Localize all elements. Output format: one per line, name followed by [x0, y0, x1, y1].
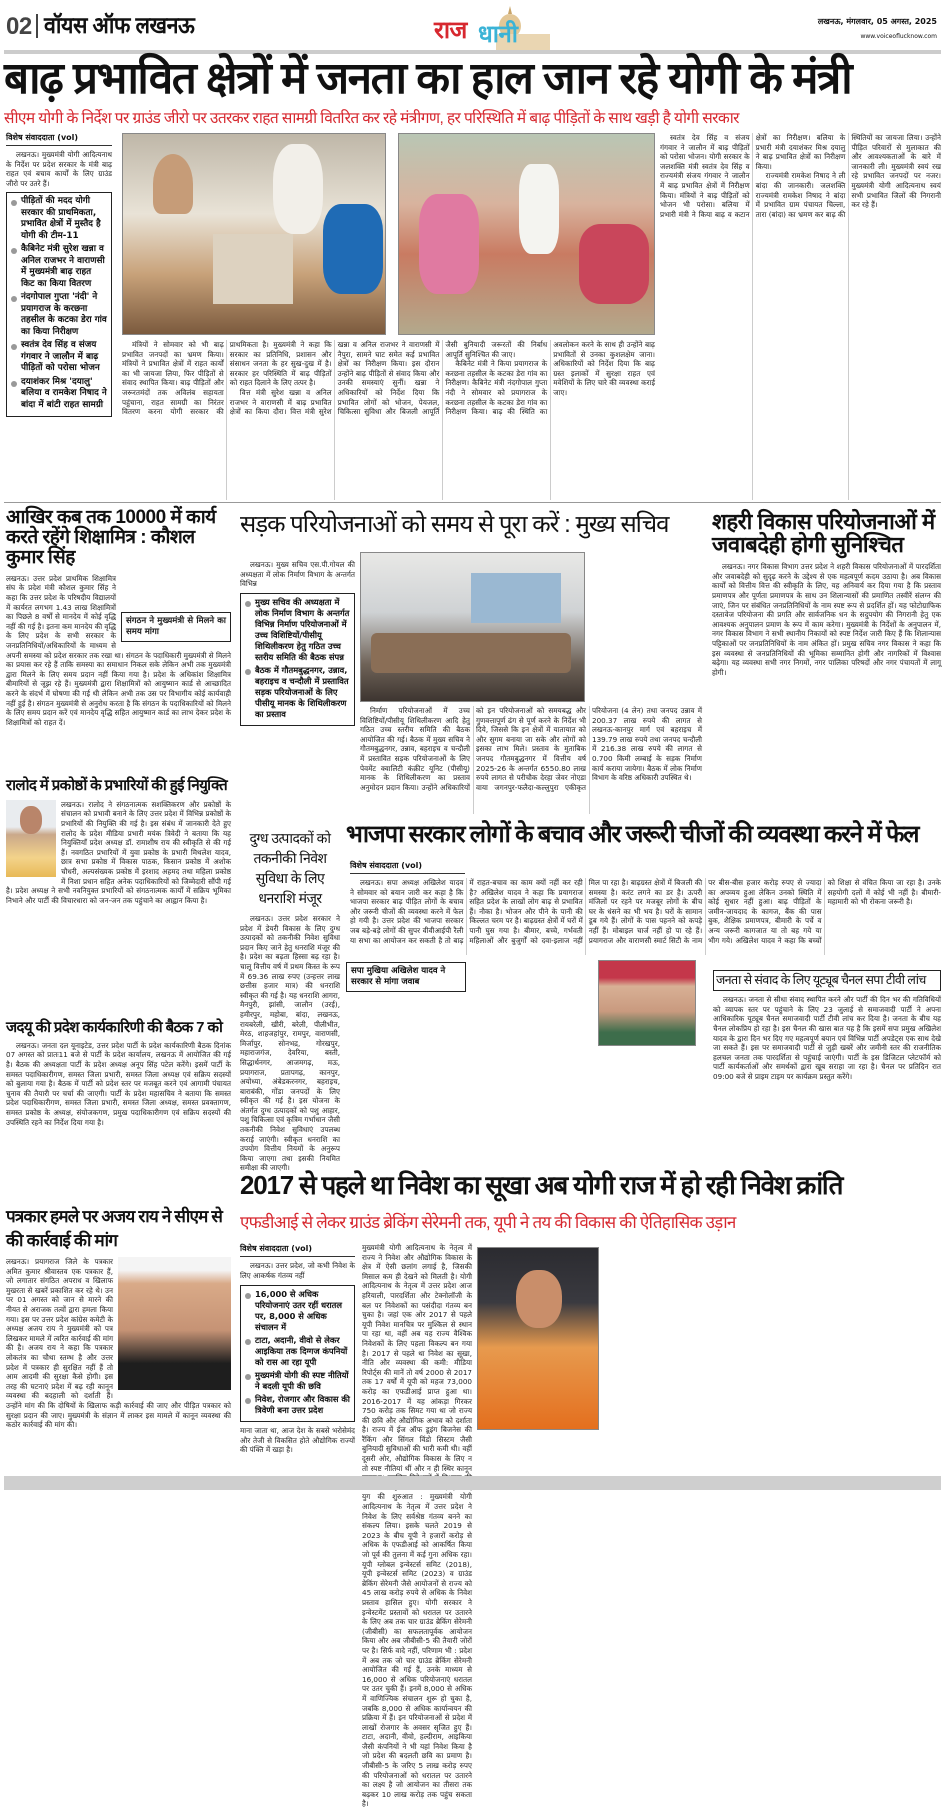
footer-bar — [4, 1476, 941, 1490]
lead-headline: बाढ़ प्रभावित क्षेत्रों में जनता का हाल जान रहे योगी के मंत्री — [4, 54, 852, 103]
road-intro: लखनऊ। मुख्य सचिव एस.पी.गोयल की अध्यक्षता में लोक निर्माण विभाग के अन्तर्गत विभिन्न — [240, 560, 355, 589]
investment-intro-tail: माना जाता था, आज देश के सबसे भरोसेमंद और तेजी से विकसित होते औद्योगिक राज्यों की पंक्ति में खड़ा है। — [240, 1426, 355, 1455]
journalist-body-wrap — [6, 1257, 231, 1473]
sptv-headline: जनता से संवाद के लिए यूट्यूब चैनल सपा टीवी लांच — [716, 973, 926, 987]
road-body: निर्माण परियोजनाओं में उच्च विशिष्टियों/पीसीयू शिथिलीकरण आदि हेतु गठित उच्च स्तरीय समिति की बैठक आयोजित की गई। बैठक में मुख्य सचिव ने गौतमबुद्धनगर, उन्नाव, बहराइच व चन्दौली में प्रस्तावित सड़क परियोजनाओं के लिए पेवमेंट क्वालिटी कंक्रीट यूनिट (पीसीयू) मानक के शिथिलीकरण का प्रस्ताव अनुमोदन प्रदान किया। उन्होंने अधिकारियों को इन परियोजनाओं को समयबद्ध और गुणवत्तापूर्ण ढंग से पूर्ण करने के निर्देश भी दिये, जिससे कि इन क्षेत्रों में यातायात को और सुगम बनाया जा सके और लोगों को इसका लाभ मिले। प्रस्ताव के मुताबिक जनपद गौतमबुद्धनगर में वित्तीय वर्ष 2025-26 के अन्तर्गत 6550.80 लाख रुपये लागत से परीचौक देरहा जेवर नोएडा वाया जगनपुर-फलैदा-कल्लुपुरा एकीकृत परियोजना (4 लेन) तथा जनपद उन्नाव में 200.37 लाख रुपये की लागत से लखनऊ-कानपुर मार्ग एवं बहराइच में 139.79 लाख रुपये तथा जनपद चन्दौली में 216.38 लाख रुपये की लागत से 0.700 किमी लम्बाई के सड़क निर्माण कार्य कराया जायेगा। बैठक में लोक निर्माण विभाग के वरिष्ठ अधिकारी उपस्थित थे। — [360, 706, 702, 792]
urban-headline: शहरी विकास परियोजनाओं में जवाबदेही होगी सुनिश्चित — [712, 509, 935, 558]
rld-body-wrap — [6, 800, 231, 1016]
highlight-item: टाटा, अदानी, वीवो से लेकर आइकिया तक दिग्गज कंपनियों को रास आ रहा यूपी — [245, 1335, 350, 1368]
sp-byline: विशेष संवाददाता (vol) — [350, 860, 465, 874]
investment-subheadline: एफडीआई से लेकर ग्राउंड ब्रेकिंग सेरेमनी तक, यूपी ने तय की विकास की ऐतिहासिक उड़ान — [240, 1213, 736, 1232]
highlight-item: नंदगोपाल गुप्ता 'नंदी' ने प्रयागराज के करछना तहसील के कटका डेरा गांव का किया निरीक्षण — [11, 292, 107, 338]
ajay-rai-photo — [118, 1257, 231, 1390]
lead-body-right: स्वतंत्र देव सिंह व संजय गंगवार ने जालौन में बाढ़ पीड़ितों को परोसा भोजन। योगी सरकार के जलशक्ति मंत्री स्वतंत्र देव सिंह व राज्यमंत्री संजय गंगवार ने जालौन में बाढ़ प्रभावित क्षेत्रों में निरीक्षण किया। मंत्रियों ने बाढ़ पीड़ितों को भोजन भी परोसा। बलिया में प्रभारी मंत्री ने किया बाढ़ व कटान क्षेत्रों का निरीक्षण। बलिया के प्रभारी मंत्री दयाशंकर मिश्र दयालु ने बाढ़ प्रभावित क्षेत्रों का निरीक्षण किया। राज्यमंत्री रामकेश निषाद ने ली बांदा की जानकारी। जलशक्ति राज्यमंत्री रामकेश निषाद ने बांदा में प्रभावित ग्राम पंचायत चिल्ला, तारा (बांदा) का भ्रमण कर बाढ़ की स्थितियों का जायजा लिया। उन्होंने पीड़ित परिवारों से मुलाकात की और आवश्यकताओं के बारे में जानकारी ली। मुख्यमंत्री स्वयं रख रहे प्रभावित जनपदों पर नजर। मुख्यमंत्री योगी आदित्यनाथ स्वयं सभी प्रभावित जिलों की निगरानी कर रहे हैं। — [660, 133, 941, 219]
investment-left-column — [240, 1243, 355, 1473]
shikshamitra-headline: आखिर कब तक 10000 में कार्य करते रहेंगे शिक्षामित्र : कौशल कुमार सिंह — [6, 507, 216, 568]
jdu-headline: जदयू की प्रदेश कार्यकारिणी की बैठक 7 को — [6, 1019, 223, 1036]
sp-headline: भाजपा सरकार लोगों के बचाव और जरूरी चीजों की व्यवस्था करने में फेल — [346, 821, 919, 848]
road-highlights-box — [240, 593, 355, 726]
investment-highlights-box — [240, 1285, 355, 1422]
road-headline: सड़क परियोजनाओं को समय से पूरा करें : मुख्य सचिव — [240, 511, 669, 538]
sp-pullquote: सपा मुखिया अखिलेश यादव ने सरकार से मांगा जवाब — [346, 962, 466, 992]
yogi-photo — [477, 1247, 599, 1430]
sp-body: लखनऊ। सपा अध्यक्ष अखिलेश यादव ने सोमवार को बयान जारी कर कहा है कि भाजपा सरकार बाढ़ पीड़ित लोगों के बचाव और जरूरी चीजों की व्यवस्था करने में फेल हो गयी है। उत्तर प्रदेश की भाजपा सरकार जब बड़े-बड़े लोगों की सुपर वीवीआईपी रैली या सभा का आयोजन कर सकती है तो बाढ़ में राहत-बचाव का काम क्यों नहीं कर रही है? अखिलेश यादव ने कहा कि प्रयागराज सहित प्रदेश के लाखों लोग बाढ़ से प्रभावित हैं। नौका है। भोजन और पीने के पानी की किल्लत चरम पर है। बाढ़ग्रस्त क्षेत्रों में घरों में पानी घुस गया है। बीमार, बच्चे, गर्भवती महिलाओं और बुजुर्गों को दवा-इलाज नहीं मिल पा रहा है। बाढ़ग्रस्त क्षेत्रों में बिजली की समस्या है। करंट लगने का डर है। ऊपरी मंजिलों पर रहने पर मजबूर लोगों के बीच घर के धंसने का भी भय है। घरों के सामान डूब गये हैं। लोगों के पास पहनने को कपड़े नहीं हैं। मोबाइल चार्ज नहीं हो पा रहे हैं। प्रयागराज और वाराणसी स्मार्ट सिटी के नाम पर बीस-बीस हजार करोड़ रुपए से ज्यादा का अपव्यय हुआ लेकिन उनको स्थिति में कोई सुधार नहीं हुआ। बाढ़ पीड़ितों के जमीन-जायदाद के कागज, बैंक की पास बुक, शैक्षिक प्रमाणपत्र, बीमारी के पर्चे व अन्य जरूरी कागजात या तो बह गये या भीग गये। अखिलेश यादव ने कहा कि बच्चों को शिक्षा से वंचित किया जा रहा है। उनके सहयोगी दलों में कोई भी नहीं है। बीमारी-महामारी को भी रोकना जरूरी है। — [350, 878, 941, 945]
highlight-item: मुख्य सचिव की अध्यक्षता में लोक निर्माण विभाग के अन्तर्गत विभिन्न निर्माण परियोजनाओं में उच्च विशिष्टियों/पीसीयू शिथिलीकरण हेतु गठित उच्च स्तरीय समिति की बैठक संपन्न — [245, 597, 350, 663]
page-number: 02 — [6, 13, 32, 40]
lead-highlights-box — [6, 192, 112, 417]
highlight-item: 16,000 से अधिक परियोजनाएं उतर रहीं धरातल पर, 8,000 से अधिक संचालन में — [245, 1289, 350, 1333]
logo — [430, 4, 565, 50]
lead-byline: विशेष संवाददाता (vol) — [6, 132, 112, 146]
masthead — [0, 0, 945, 50]
investment-headline: 2017 से पहले था निवेश का सूखा अब योगी राज में हो रही निवेश क्रांति — [240, 1170, 843, 1200]
rld-body: लखनऊ। रालोद ने संगठनात्मक सशक्तिकरण और प्रकोष्ठों के संचालन को प्रभावी बनाने के लिए उत्तर प्रदेश में विभिन्न प्रकोष्ठों के प्रभारियों की नियुक्ति की गई है। इस संबंध में जानकारी देते हुए रालोद के प्रदेश मीडिया प्रभारी मयंक त्रिवेदी ने बताया कि यह नियुक्तियाँ प्रदेश अध्यक्ष डॉ. रामाशीष राय की स्वीकृति से की गई हैं। नवगठित प्रभारियों में युवा प्रकोष्ठ के प्रभारी मिथलेश यादव, छात्र सभा प्रकोष्ठ में विकास पाठक, किसान प्रकोष्ठ में अशोक चौधरी, अल्पसंख्यक प्रकोष्ठ में इरशाद अहमद तथा महिला प्रकोष्ठ में निशा प्रधान सहित अनेक पदाधिकारियों को जिम्मेदारी सौंपी गई है। प्रदेश अध्यक्ष ने सभी नवनियुक्त प्रभारियों को संगठनात्मक कार्यों में सक्रिय भूमिका निभाने और पार्टी की विचारधारा को जन-जन तक पहुंचाने का आह्वान किया है। — [6, 799, 231, 905]
logo-part-raj: राज — [434, 17, 467, 44]
rld-headline: रालोद में प्रकोष्ठों के प्रभारियों की हुई नियुक्ति — [6, 777, 228, 794]
urban-body: लखनऊ। नगर विकास विभाग उत्तर प्रदेश ने शहरी विकास परियोजनाओं में पारदर्शिता और जवाबदेही को सुदृढ़ करने के उद्देश्य से एक महत्वपूर्ण कदम उठाया है। अब विकास कार्यों को वित्तीय वित्त की स्वीकृति के लिए, यह अनिवार्य कर दिया गया है कि प्रस्ताव प्रमाणपत्र और पूर्णता प्रमाणपत्र के साथ उन शिलान्यासों की प्रमाणित तस्वीरें संलग्न की जाएं, जिन पर संबंधित जनप्रतिनिधियों के नाम स्पष्ट रूप से प्रदर्शित हों। यह फोटोग्राफिक दस्तावेज परियोजना की प्रगति और सार्वजनिक धन के सदुपयोग की निगरानी हेतु एक आवश्यक अनुपालन प्रमाण के रूप में काम करेगा। मुख्यमंत्री के निर्देशों के अनुपालन में, नगर विकास विभाग ने सभी स्थानीय निकायों को स्पष्ट निर्देश जारी किए हैं कि शिलान्यास पट्टिकाओं पर जनप्रतिनिधियों के नाम अंकित हों। प्रमुख सचिव नगर विकास ने कहा कि इस व्यवस्था से जनप्रतिनिधियों की भूमिका सम्मानित होगी और नागरिकों में विश्वास बढ़ेगा। यह व्यवस्था सभी नगर निगमों, नगर पालिका परिषदों और नगर पंचायतों में लागू होगी। — [712, 562, 941, 677]
logo-part-dhani: धानी — [478, 21, 518, 48]
sptv-body: लखनऊ। जनता से सीधा संवाद स्थापित करने और पार्टी की दिन भर की गतिविधियों को व्यापक स्तर पर पहुंचाने के लिए 23 जुलाई से समाजवादी पार्टी ने अपना आधिकारिक यूट्यूब चैनल समाजवादी पार्टी टीवी लांच कर दिया है। जनता के बीच यह चैनल लोकप्रिय हो रहा है। इस चैनल की खास बात यह है कि इसमें सपा प्रमुख अखिलेश यादव के द्वारा दिन भर दिए गए महत्वपूर्ण बयान एवं विभिन्न पार्टी अपडेट्स एक साथ देखे जा सकते हैं। इस पर समाजवादी पार्टी से जुड़ी खबरें और जमीनी स्तर की राजनीतिक हलचल जनता तक पारदर्शिता से पहुंचाई जाएंगी। पार्टी के इस डिजिटल प्लेटफॉर्म को पार्टी कार्यकर्ताओं और समर्थकों द्वारा खूब सराहा जा रहा है। चैनल पर प्रतिदिन रात 09:00 बजे से प्राइम टाइम पर कार्यक्रम प्रस्तुत करेंगे। — [713, 995, 941, 1081]
shikshamitra-pullquote: संगठन ने मुख्यमंत्री से मिलने का समय मांगा — [121, 612, 231, 642]
rld-photo — [6, 800, 56, 877]
highlight-item: कैबिनेट मंत्री सुरेश खन्ना व अनिल राजभर ने वाराणसी में मुख्यमंत्री बाढ़ राहत किट का किया वितरण — [11, 244, 107, 290]
lead-photo-food-serving — [398, 133, 655, 335]
dairy-headline: दुग्ध उत्पादकों को तकनीकी निवेश सुविधा के लिए धनराशि मंजूर — [249, 830, 331, 906]
sptv-headline-box — [713, 970, 941, 991]
shikshamitra-article — [6, 508, 231, 774]
page-number-divider — [36, 14, 38, 38]
sp-body-akhilesh-col — [470, 960, 585, 1165]
jdu-article — [6, 1020, 231, 1170]
journalist-headline: पत्रकार हमले पर अजय राय ने सीएम से की कार्रवाई की मांग — [6, 1207, 223, 1250]
shikshamitra-body-wrap — [6, 574, 231, 774]
akhilesh-photo — [598, 960, 696, 1046]
investment-intro: लखनऊ। उत्तर प्रदेश, जो कभी निवेश के लिए आकर्षक गंतव्य नहीं — [240, 1261, 355, 1280]
investment-byline: विशेष संवाददाता (vol) — [240, 1243, 355, 1257]
road-photo-meeting — [360, 552, 585, 702]
highlight-item: पीड़ितों की मदद योगी सरकार की प्राथमिकता, प्रभावित क्षेत्रों में मुस्तैद है योगी की टीम-11 — [11, 196, 107, 242]
sptv-article — [713, 970, 941, 1166]
lead-subheadline: सीएम योगी के निर्देश पर ग्राउंड जीरो पर उतरकर राहत सामग्री वितरित कर रहे मंत्रीगण, हर परिस्थिति में बाढ़ पीड़ितों के साथ खड़ी है योगी सरकार — [4, 110, 739, 127]
road-left-column — [240, 560, 355, 822]
urban-article — [712, 510, 941, 812]
highlight-item: दयाशंकर मिश्र 'दयालु' बलिया व रामकेश निषाद ने बांदा में बांटी राहत सामग्री — [11, 377, 107, 412]
shikshamitra-body: लखनऊ। उत्तर प्रदेश प्राथमिक शिक्षामित्र संघ के प्रदेश मंत्री कौशल कुमार सिंह ने कहा कि उत्तर प्रदेश के परिषदीय विद्यालयों में कार्यरत लगभग 1.43 लाख शिक्षामित्रों का पिछले 8 वर्षों से मानदेय में कोई वृद्धि नहीं की गई है। इतना कम मानदेय की वृद्धि के लिए प्रदेश के सभी सरकार के जनप्रतिनिधियों/अधिकारियों के माध्यम से अपनी समस्या को प्रदेश सरकार तक रखा था। संगठन के पदाधिकारी मुख्यमंत्री से मिलने का प्रयास कर रहे हैं ताकि समस्या का समाधान निकल सके लेकिन अभी तक मुख्यमंत्री द्वारा मिलने के लिए समय प्रदान नहीं किया गया है। प्रदेश के अधिकांश शिक्षामित्र बीमारियों से जूझ रहे हैं। मुख्यमंत्री द्वारा शिक्षामित्रों को आयुष्मान कार्ड से आच्छादित करने के संदर्भ में घोषणा की गई थी लेकिन अभी तक उस पर विभागीय कोई कार्यवाही नहीं हुई है। संगठन मुख्यमंत्री से अनुरोध करता है कि संगठन के पदाधिकारियों को मिलने के लिए समय प्रदान करें एवं मानदेय वृद्धि सहित आयुष्मान कार्ड का लाभ देकर प्रदेश के शिक्षामित्रों को राहत दें। — [6, 573, 231, 727]
road-body-right — [590, 562, 700, 702]
investment-body-right — [605, 1243, 941, 1473]
dairy-body: लखनऊ। उत्तर प्रदेश सरकार ने प्रदेश में डेयरी विकास के लिए दुग्ध उत्पादकों को तकनीकी निवेश सुविधा प्रदान किए जाने हेतु धनराशि मंजूर की है। प्रदेश का बढ़ता हिस्सा बढ़ रहा है। चालू वित्तीय वर्ष में प्रथम किस्त के रूप में 69.36 लाख रुपए (उन्हत्तर लाख छत्तीस हजार मात्र) की धनराशि स्वीकृत की गई है। यह धनराशि आगरा, मैनपुरी, झांसी, जालौन (उरई), हमीरपुर, महोबा, बांदा, लखनऊ, रायबरेली, खीरी, बरेली, पीलीभीत, मेरठ, शाहजहांपुर, रामपुर, वाराणसी, मिर्जापुर, सोनभद्र, गोरखपुर, महाराजगंज, देवरिया, बस्ती, सिद्धार्थनगर, आजमगढ़, मऊ, प्रयागराज, प्रतापगढ़, कानपुर, अयोध्या, अंबेडकरनगर, बहराइच, बाराबंकी, गोंडा जनपदों के लिए स्वीकृत की गई है। इस योजना के अंतर्गत दुग्ध उत्पादकों को पशु आहार, पशु चिकित्सा एवं कृत्रिम गर्भाधान जैसी तकनीकी निवेश सुविधाएं उपलब्ध कराई जाएंगी। स्वीकृत धनराशि का उपयोग वित्तीय नियमों के अनुरूप किया जाएगा तथा इसकी नियमित समीक्षा की जाएगी। — [240, 914, 340, 1173]
dairy-article — [240, 828, 340, 1173]
highlight-item: स्वतंत्र देव सिंह व संजय गंगवार ने जालौन में बाढ़ पीड़ितों को परोसा भोजन — [11, 340, 107, 375]
investment-body-under-photo — [477, 1435, 599, 1473]
website-link[interactable]: www.voiceoflucknow.com — [860, 33, 937, 40]
dateline: लखनऊ, मंगलवार, 05 अगस्त, 2025 — [817, 17, 937, 26]
rld-article — [6, 778, 231, 1016]
jdu-body: लखनऊ। जनता दल यूनाइटेड, उत्तर प्रदेश पार्टी के प्रदेश कार्यकारिणी बैठक दिनांक 07 अगस्त को प्रातः11 बजे से पार्टी के प्रदेश कार्यालय, लखनऊ में आयोजित की गई है। बैठक की अध्यक्षता पार्टी के प्रदेश अध्यक्ष अनूप सिंह पटेल करेंगे। इसमें पार्टी के समस्त पदाधिकारीगण, समस्त जिला प्रभारी, समस्त जिला अध्यक्ष एवं सक्रिय सदस्यों को बुलाया गया है। बैठक में पार्टी को प्रदेश स्तर पर मजबूत करने एवं आगामी पंचायत चुनाव की तैयारी पर चर्चा की जाएगी। पार्टी के प्रदेश महासचिव ने बताया कि समस्त प्रदेश पदाधिकारीगण, समस्त जिला प्रभारी, समस्त जिला अध्यक्ष, समस्त प्रवक्तागण, समस्त प्रकोष्ठ के अध्यक्ष, संयोजकगण, प्रमुख पदाधिकारीगण एवं सक्रिय सदस्यों की उपस्थिति रहने का निर्देश दिया गया है। — [6, 1040, 231, 1127]
highlight-item: निवेश, रोजगार और विकास की त्रिवेणी बना उत्तर प्रदेश — [245, 1394, 350, 1416]
lead-intro: लखनऊ। मुख्यमंत्री योगी आदित्यनाथ के निर्देश पर प्रदेश सरकार के मंत्री बाढ़ राहत एवं बचाव कार्यों के लिए ग्राउंड जीरो पर उतरे हैं। — [6, 150, 112, 188]
lead-left-column — [6, 132, 112, 500]
section-divider — [4, 502, 941, 503]
section-title: वॉयस ऑफ लखनऊ — [44, 12, 195, 38]
lead-body-bottom: मंत्रियों ने सोमवार को भी बाढ़ प्रभावित जनपदों का भ्रमण किया। मंत्रियों ने प्रभावित क्षेत्रों में राहत कार्यों का भी जायजा लिया, फिर पीड़ितों से संवाद स्थापित किया। बाढ़ पीड़ितों और जरूरतमंदों तक अविलंब सहायता पहुंचाना, राहत सामग्री का निरंतर वितरण करना योगी सरकार की प्राथमिकता है। मुख्यमंत्री ने कहा कि सरकार का प्रतिनिधि, प्रशासन और संसाधन जनता के हर सुख-दुख में है। सरकार हर परिस्थिति में बाढ़ पीड़ितों को राहत दिलाने के लिए तत्पर है। वित्त मंत्री सुरेश खन्ना व अनिल राजभर ने वाराणसी में बाढ़ प्रभावित क्षेत्रों का किया दौरा। वित्त मंत्री सुरेश खन्ना व अनिल राजभर ने वाराणसी में नैपुरा, सामने घाट समेत कई प्रभावित क्षेत्रों का निरीक्षण किया। इस दौरान उन्होंने बाढ़ पीड़ितों से संवाद किया और उनकी समस्याएं सुनीं। खन्ना ने अधिकारियों को निर्देश दिया कि प्रभावित लोगों को भोजन, पेयजल, चिकित्सा सुविधा और बिजली आपूर्ति जैसी बुनियादी जरूरतों की निर्बाध आपूर्ति सुनिश्चित की जाए। कैबिनेट मंत्री ने किया प्रयागराज के करछना तहसील के कटका डेरा गांव का निरीक्षण। कैबिनेट मंत्री नंदगोपाल गुप्ता नंदी ने सोमवार को प्रयागराज के करछना तहसील के कटका डेरा गांव का निरीक्षण किया। बाढ़ की स्थिति का अवलोकन करने के साथ ही उन्होंने बाढ़ प्रभावितों से उनका कुशलक्षेम जाना। अधिकारियों को निर्देश दिया कि बाढ़ ग्रस्त इलाकों में सुरक्षा राहत एवं मवेशियों के लिए चारे की व्यवस्था कराई जाए। — [122, 340, 655, 417]
journalist-article — [6, 1205, 231, 1473]
investment-body-col2: मुख्यमंत्री योगी आदित्यनाथ के नेतृत्व में राज्य ने निवेश और औद्योगिक विकास के क्षेत्र में ऐसी छलांग लगाई है, जिसकी मिसाल कम ही देखने को मिलती है। योगी आदित्यनाथ के नेतृत्व में उत्तर प्रदेश आज हरियाली, पारदर्शिता और टेक्नोलॉजी के बल पर निवेशकों का पसंदीदा गंतव्य बन चुका है। जहां एक ओर 2017 से पहले यूपी निवेश मानचित्र पर मुश्किल से स्थान पा रहा था, वहीं अब यह राज्य वैश्विक निवेशकों के लिए पहला विकल्प बन गया है। 2017 से पहले था निवेश का सूखा, नीति और व्यवस्था की कमी: मीडिया रिपोर्ट्स की मानें तो वर्ष 2000 से 2017 तक 17 वर्षों में यूपी को महज 73,000 करोड़ का एफडीआई प्राप्त हुआ था। 2016-2017 में यह आंकड़ा गिरकर 750 करोड़ तक सिमट गया था जो राज्य की छवि और औद्योगिक अभाव को दर्शाता है। राज्य में ईज ऑफ डूइंग बिजनेस की रैंकिंग और सिंगल विंडो सिस्टम जैसी बुनियादी सुविधाओं की भारी कमी थी। वहीं दूसरी ओर, औद्योगिक विकास के लिए न तो स्पष्ट नीतियां थीं और न ही स्थिर कानून युग की शुरुआत : मुख्यमंत्री योगी आदित्यनाथ के नेतृत्व में उत्तर प्रदेश ने निवेश के लिए सर्वश्रेष्ठ गंतव्य बनने का संकल्प लिया। इसके चलते 2019 से 2023 के बीच यूपी ने हजारों करोड़ से अधिक के एफडीआई को आकर्षित किया जो पूर्व की तुलना में कई गुना अधिक रहा। यूपी ग्लोबल इन्वेस्टर्स समिट (2018), यूपी इन्वेस्टर्स समिट (2023) व ग्राउंड ब्रेकिंग सेरेमनी जैसे आयोजनों से राज्य को 45 लाख करोड़ रुपये से अधिक के निवेश प्रस्ताव हासिल हुए। योगी सरकार ने इन्वेस्टमेंट प्रस्तावों को धरातल पर उतारने के लिए अब तक चार ग्राउंड ब्रेकिंग सेरेमनी (जीबीसी) का सफलतापूर्वक आयोजन किया और अब जीबीसी-5 की तैयारी जोरों पर है। सिर्फ वादे नहीं, परिणाम भी : प्रदेश में अब तक जो चार ग्राउंड ब्रेकिंग सेरेमनी आयोजित की गई हैं, उनके माध्यम से 16,000 से अधिक परियोजनाएं धरातल पर उतर चुकी हैं। इनमें 8,000 से अधिक में वाणिज्यिक संचालन शुरू हो चुका है, जबकि 8,000 से अधिक कार्यान्वयन की प्रक्रिया में हैं। इन परियोजनाओं से प्रदेश में लाखों रोजगार के अवसर सृजित हुए हैं। टाटा, अदानी, वीवो, हल्दीराम, आइकिया जैसी कंपनियों ने भी यहां निवेश किया है जो प्रदेश की बदलती छवि का प्रमाण है। जीबीसी-5 के जरिए 5 लाख करोड़ रुपए की परियोजनाओं को धरातल पर उतारने का लक्ष्य है जो आयोजन का तीसरा तक बढ़कर 10 लाख करोड़ तक पहुंच सकता है। — [362, 1243, 472, 1809]
journalist-body: लखनऊ। प्रयागराज जिले के पत्रकार अमित कुमार श्रीवास्तव एक पत्रकार हैं, जो लगातार संगठित अपराध व खिलाफ मुखरता से खबरें प्रकाशित कर रहे थे। उन पर 01 अगस्त को जान से मारने की नीयत से अराजक तत्वों द्वारा हमला किया गया। इस पर उत्तर प्रदेश कांग्रेस कमेटी के अध्यक्ष अजय राय ने मुख्यमंत्री को पत्र लिखकर मामले में त्वरित कार्रवाई की मांग की है। अजय राय ने कहा कि पत्रकार लोकतंत्र का चौथा स्तम्भ है और उत्तर प्रदेश में पत्रकार ही सुरक्षित नहीं हैं तो आम आदमी की सुरक्षा कैसे होगी। इस तरह की घटनाएं प्रदेश में बढ़ रही कानून व्यवस्था की बदहाली को दर्शाती हैं। उन्होंने मांग की कि दोषियों के खिलाफ कड़ी कार्रवाई की जाए और पीड़ित पत्रकार को सुरक्षा प्रदान की जाए। मुख्यमंत्री के संज्ञान में लाकर इस मामले में कानून व्यवस्था की कठोर कार्रवाई की मांग की। — [6, 1257, 231, 1430]
highlight-item: मुख्यमंत्री योगी की स्पष्ट नीतियों ने बदली यूपी की छवि — [245, 1370, 350, 1392]
lead-photo-relief-kits — [122, 133, 386, 335]
highlight-item: बैठक में गौतमबुद्धनगर, उन्नाव, बहराइच व चन्दौली में प्रस्तावित सड़क परियोजनाओं के लिए पीसीयू मानक के शिथिलीकरण का प्रस्ताव — [245, 665, 350, 720]
